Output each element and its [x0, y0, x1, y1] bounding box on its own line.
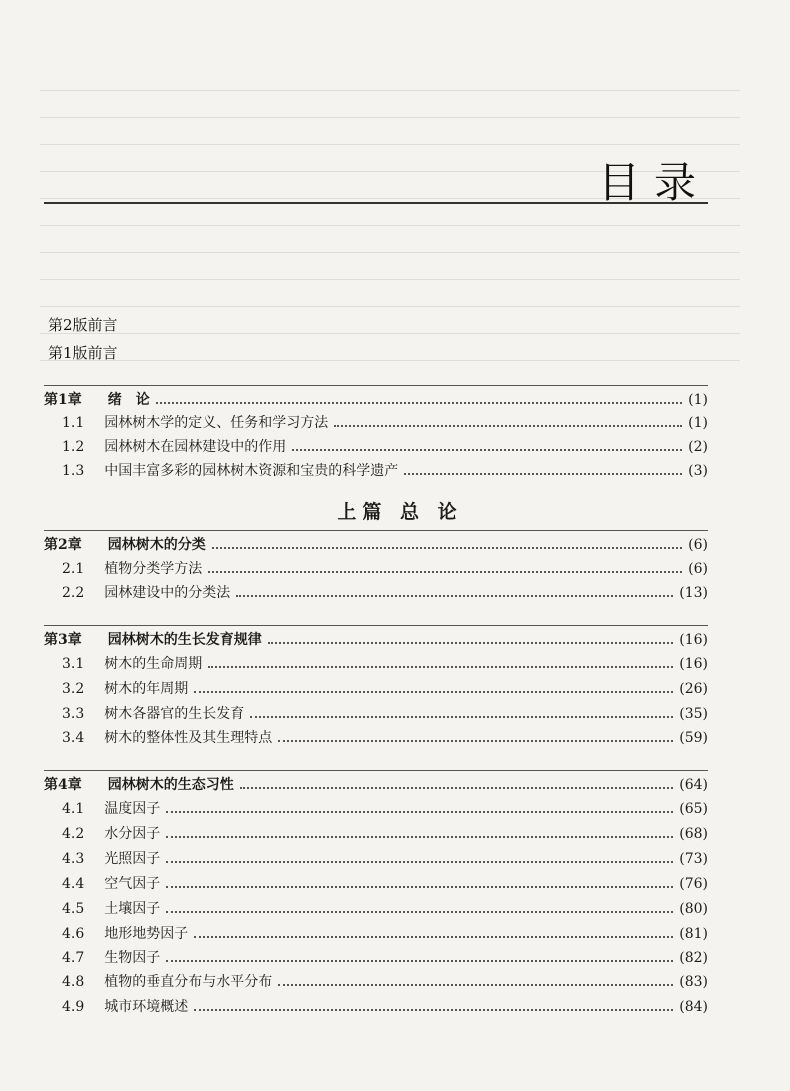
- page-number: (26): [679, 681, 708, 697]
- section-number: 3.1: [62, 656, 85, 672]
- bleed-through-background: [40, 90, 740, 410]
- section-number: 4.7: [62, 950, 85, 966]
- toc-section-3-2[interactable]: [62, 676, 708, 698]
- section-title: 树木各器官的生长发育: [104, 706, 245, 722]
- toc-chapter-2[interactable]: [44, 532, 708, 554]
- chapter-rule: [44, 385, 708, 386]
- chapter-number: 第3章: [44, 632, 82, 648]
- page-number: (1): [688, 392, 708, 408]
- section-number: 2.2: [62, 585, 85, 601]
- preface-1st-edition[interactable]: 第1版前言: [48, 344, 118, 362]
- page-number: (82): [679, 950, 708, 966]
- toc-section-1-1[interactable]: [62, 410, 708, 432]
- section-title: 生物因子: [104, 950, 161, 966]
- toc-section-2-1[interactable]: [62, 556, 708, 578]
- toc-section-3-1[interactable]: [62, 651, 708, 673]
- toc-section-4-1[interactable]: [62, 796, 708, 818]
- page-number: (13): [679, 585, 708, 601]
- toc-chapter-1[interactable]: [44, 387, 708, 409]
- section-title: 地形地势因子: [104, 926, 189, 942]
- chapter-title: 园林树木的生态习性: [107, 777, 234, 793]
- section-title: 树木的年周期: [104, 681, 189, 697]
- dot-leader: [166, 960, 673, 962]
- dot-leader: [194, 691, 673, 693]
- dot-leader: [292, 449, 682, 451]
- section-number: 3.2: [62, 681, 85, 697]
- chapter-number: 第2章: [44, 537, 82, 553]
- section-number: 4.4: [62, 876, 85, 892]
- dot-leader: [268, 642, 674, 644]
- page-number: (35): [679, 706, 708, 722]
- section-number: 3.3: [62, 706, 85, 722]
- chapter-rule: [44, 770, 708, 771]
- toc-section-4-9[interactable]: [62, 994, 708, 1016]
- toc-section-3-3[interactable]: [62, 701, 708, 723]
- page-number: (16): [679, 632, 708, 648]
- page-number: (83): [679, 974, 708, 990]
- page-number: (6): [688, 561, 708, 577]
- toc-section-4-8[interactable]: [62, 969, 708, 991]
- page-number: (80): [679, 901, 708, 917]
- dot-leader: [166, 911, 673, 913]
- section-title: 植物分类学方法: [104, 561, 203, 577]
- dot-leader: [166, 861, 673, 863]
- dot-leader: [194, 936, 673, 938]
- section-title: 城市环境概述: [104, 999, 189, 1015]
- dot-leader: [166, 886, 673, 888]
- page-number: (1): [688, 415, 708, 431]
- section-number: 1.3: [62, 463, 85, 479]
- section-number: 4.2: [62, 826, 85, 842]
- dot-leader: [334, 425, 682, 427]
- page-number: (6): [688, 537, 708, 553]
- dot-leader: [404, 473, 682, 475]
- section-title: 园林建设中的分类法: [104, 585, 231, 601]
- section-title: 土壤因子: [104, 901, 161, 917]
- section-number: 4.3: [62, 851, 85, 867]
- dot-leader: [278, 984, 673, 986]
- dot-leader: [194, 1009, 673, 1011]
- dot-leader: [156, 402, 682, 404]
- section-title: 植物的垂直分布与水平分布: [104, 974, 273, 990]
- page-number: (65): [679, 801, 708, 817]
- section-title: 中国丰富多彩的园林树木资源和宝贵的科学遗产: [104, 463, 399, 479]
- section-title: 温度因子: [104, 801, 161, 817]
- section-number: 1.1: [62, 415, 85, 431]
- section-title: 园林树木学的定义、任务和学习方法: [104, 415, 329, 431]
- section-number: 2.1: [62, 561, 85, 577]
- page-number: (76): [679, 876, 708, 892]
- toc-section-3-4[interactable]: [62, 725, 708, 747]
- part-title: 上篇 总 论: [337, 501, 463, 523]
- preface-2nd-edition[interactable]: 第2版前言: [48, 316, 118, 334]
- page-number: (64): [679, 777, 708, 793]
- chapter-number: 第4章: [44, 777, 82, 793]
- dot-leader: [236, 595, 673, 597]
- section-title: 水分因子: [104, 826, 161, 842]
- page-number: (81): [679, 926, 708, 942]
- section-title: 园林树木在园林建设中的作用: [104, 439, 287, 455]
- chapter-title: 园林树木的分类: [107, 537, 206, 553]
- section-number: 4.9: [62, 999, 85, 1015]
- section-number: 4.1: [62, 801, 85, 817]
- toc-chapter-3[interactable]: [44, 627, 708, 649]
- section-number: 1.2: [62, 439, 85, 455]
- page-title: 目录: [598, 158, 711, 207]
- dot-leader: [166, 811, 673, 813]
- toc-section-4-4[interactable]: [62, 871, 708, 893]
- dot-leader: [250, 716, 673, 718]
- dot-leader: [208, 666, 673, 668]
- page-number: (3): [688, 463, 708, 479]
- dot-leader: [208, 571, 682, 573]
- chapter-rule: [44, 625, 708, 626]
- section-title: 空气因子: [104, 876, 161, 892]
- toc-section-4-7[interactable]: [62, 945, 708, 967]
- section-number: 4.6: [62, 926, 85, 942]
- page-number: (2): [688, 439, 708, 455]
- page-number: (16): [679, 656, 708, 672]
- section-number: 4.5: [62, 901, 85, 917]
- toc-section-4-5[interactable]: [62, 896, 708, 918]
- section-number: 4.8: [62, 974, 85, 990]
- toc-section-4-2[interactable]: [62, 821, 708, 843]
- page-number: (68): [679, 826, 708, 842]
- chapter-title: 园林树木的生长发育规律: [107, 632, 262, 648]
- page-number: (73): [679, 851, 708, 867]
- dot-leader: [278, 740, 673, 742]
- chapter-rule: [44, 530, 708, 531]
- chapter-number: 第1章: [44, 392, 82, 408]
- dot-leader: [240, 787, 674, 789]
- toc-section-2-2[interactable]: [62, 580, 708, 602]
- dot-leader: [212, 547, 682, 549]
- toc-section-1-3[interactable]: [62, 458, 708, 480]
- toc-section-4-3[interactable]: [62, 846, 708, 868]
- section-title: 树木的整体性及其生理特点: [104, 730, 273, 746]
- toc-section-4-6[interactable]: [62, 921, 708, 943]
- chapter-title: 绪 论: [107, 392, 150, 408]
- toc-section-1-2[interactable]: [62, 434, 708, 456]
- page-number: (84): [679, 999, 708, 1015]
- page-number: (59): [679, 730, 708, 746]
- section-title: 光照因子: [104, 851, 161, 867]
- section-number: 3.4: [62, 730, 85, 746]
- title-rule: [44, 202, 708, 204]
- dot-leader: [166, 836, 673, 838]
- section-title: 树木的生命周期: [104, 656, 203, 672]
- toc-chapter-4[interactable]: [44, 772, 708, 794]
